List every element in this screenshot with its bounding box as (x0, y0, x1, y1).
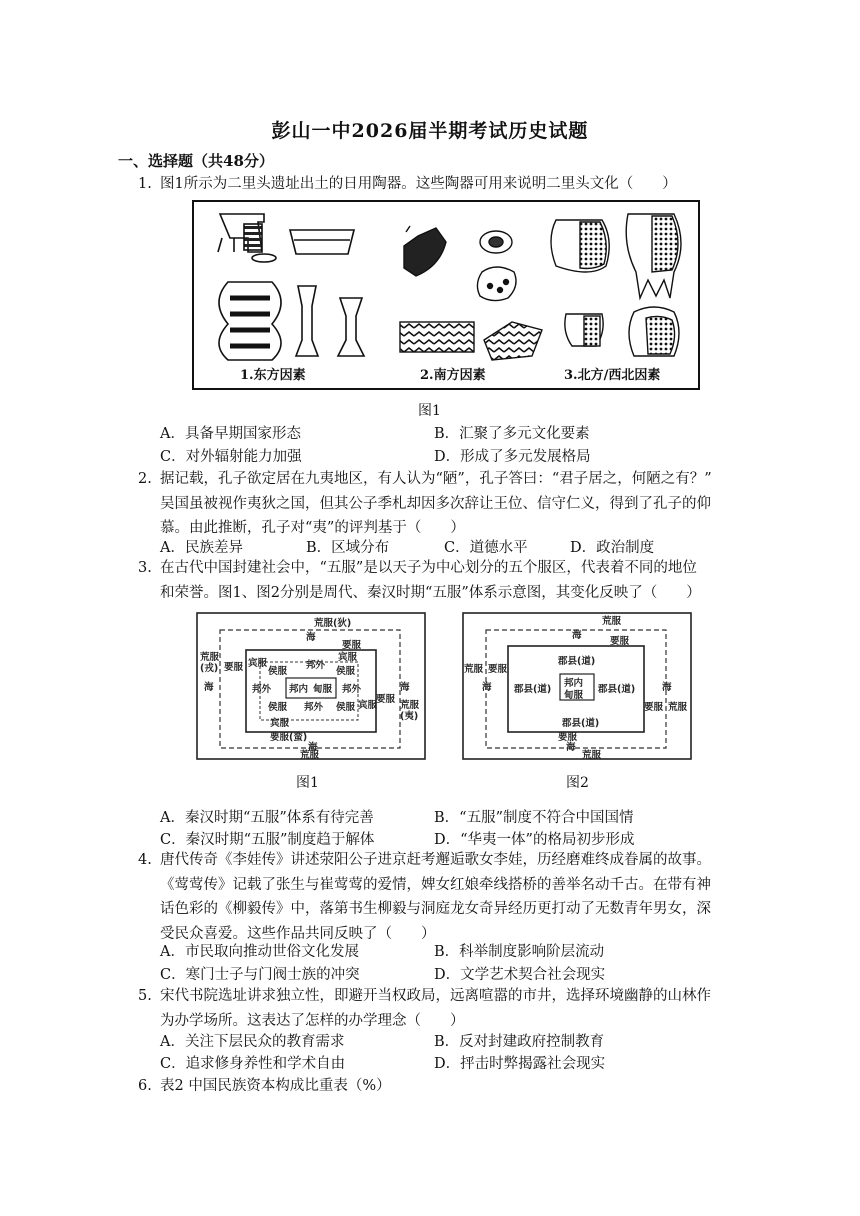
question-line: 话色彩的《柳毅传》中，落第书生柳毅与洞庭龙女奇异经历更打动了无数青年男女，深 (160, 901, 711, 917)
option-d[interactable]: D．政治制度 (570, 540, 655, 556)
option-d[interactable]: D．形成了多元发展格局 (434, 449, 591, 465)
question-line: 受民众喜爱。这些作品共同反映了（ ） (160, 925, 436, 942)
label-hai-bottom: 海 (566, 742, 576, 753)
option-a[interactable]: A．关注下层民众的教育需求 (160, 1034, 345, 1050)
label-yaofu-right: 要服 (376, 694, 396, 705)
option-c[interactable]: C．道德水平 (444, 540, 528, 556)
label-bangwai-left: 邦外 (252, 684, 272, 695)
label-hai-bottom: 海 (308, 742, 318, 753)
panel-label-east: 1.东方因素 (240, 368, 306, 383)
label-hai-left: 海 (482, 682, 492, 693)
label-huangfu-left: 荒服 (464, 664, 484, 675)
label-houfu-1: 侯服 (268, 666, 288, 677)
question-4 (138, 848, 736, 946)
option-b[interactable]: B．科举制度影响阶层流动 (434, 944, 605, 960)
figure-caption: 图1 (418, 403, 441, 419)
question-5 (138, 984, 736, 1033)
label-junxian-top: 郡县(道) (558, 656, 596, 667)
label-junxian-right: 郡县(道) (598, 684, 636, 695)
label-huangfu-bottom: 荒服 (300, 750, 320, 761)
question-2 (138, 467, 736, 541)
pottery-figure (192, 200, 700, 390)
label-houfu-2: 侯服 (336, 666, 356, 677)
label-hai-top: 海 (306, 632, 316, 643)
label-dianfu: 甸服 (313, 684, 333, 695)
question-line: 《莺莺传》记载了张生与崔莺莺的爱情，婢女红娘牵线搭桥的善举名动千古。在带有神 (160, 876, 711, 893)
question-line: 在古代中国封建社会中，“五服”是以天子为中心划分的五个服区，代表着不同的地位 (160, 560, 697, 576)
label-bangwai-2: 邦外 (304, 702, 324, 713)
question-line: 吴国虽被视作夷狄之国，但其公子季札却因多次辞让王位、信守仁义，得到了孔子的仰 (160, 495, 711, 512)
label-yaofu-top: 要服 (342, 640, 362, 651)
label-hai-right: 海 (662, 682, 672, 693)
panel-label-north: 3.北方/西北因素 (564, 368, 661, 383)
label-yaofu-bottom: 要服 (558, 732, 578, 743)
page-title: 彭山一中2026届半期考试历史试题 (271, 120, 589, 142)
label-hai-right: 海 (400, 682, 410, 693)
option-d[interactable]: D．“华夷一体”的格局初步形成 (434, 832, 635, 848)
label-huangfu-di: 荒服(狄) (314, 618, 352, 629)
label-yaofu-left: 要服 (488, 664, 508, 675)
question-line: 宋代书院选址讲求独立性，即避开当权政局，远离喧嚣的市井，选择环境幽静的山林作 (160, 988, 711, 1004)
option-c[interactable]: C．秦汉时期“五服”制度趋于解体 (160, 832, 375, 848)
question-line: 和荣誉。图1、图2分别是周代、秦汉时期“五服”体系示意图，其变化反映了（ ） (160, 584, 701, 601)
wufu-diagram-qinhan (462, 612, 694, 762)
question-number: 3. (138, 560, 152, 576)
option-c[interactable]: C．追求修身养性和学术自由 (160, 1056, 346, 1072)
section-title: 一、选择题（共48分） (118, 152, 274, 170)
question-stem: 图1所示为二里头遗址出土的日用陶器。这些陶器可用来说明二里头文化（ ） (160, 176, 677, 192)
question-3 (138, 556, 736, 605)
diagram-caption-2: 图2 (566, 775, 589, 791)
option-c[interactable]: C．寒门士子与门阀士族的冲突 (160, 967, 360, 983)
option-b[interactable]: B．区域分布 (306, 540, 390, 556)
label-hai-left: 海 (204, 682, 214, 693)
option-b[interactable]: B．汇聚了多元文化要素 (434, 426, 590, 442)
label-huangfu-yi: 荒服(夷) (400, 700, 420, 722)
label-bangwai-1: 邦外 (306, 660, 326, 671)
label-hai-top: 海 (572, 630, 582, 641)
east-pottery-group (218, 214, 364, 360)
question-number: 5. (138, 988, 152, 1004)
diagram-caption-1: 图1 (296, 775, 319, 791)
question-1 (138, 172, 736, 197)
label-huangfu-rong: 荒服(戎) (200, 652, 220, 674)
question-number: 1. (138, 176, 152, 192)
option-c[interactable]: C．对外辐射能力加强 (160, 449, 302, 465)
label-houfu-4: 侯服 (336, 702, 356, 713)
label-yaofu-right: 要服 (644, 702, 664, 713)
option-a[interactable]: A．秦汉时期“五服”体系有待完善 (160, 810, 374, 826)
question-number: 6. (138, 1078, 152, 1094)
label-huangfu-top: 荒服 (602, 616, 622, 627)
north-pottery-group (551, 214, 681, 356)
label-binfu-br: 宾服 (358, 700, 378, 711)
pottery-illustration (194, 202, 698, 388)
label-binfu-tl: 宾服 (248, 658, 268, 669)
label-dianfu: 甸服 (564, 690, 584, 701)
question-line: 为办学场所。这表达了怎样的办学理念（ ） (160, 1012, 465, 1029)
question-line: 据记载，孔子欲定居在九夷地区，有人认为“陋”，孔子答曰：“君子居之，何陋之有？” (160, 471, 712, 487)
wufu-diagram-zhou (196, 612, 428, 762)
question-stem: 表2 中国民族资本构成比重表（%） (160, 1078, 391, 1094)
label-bangnei: 邦内 (289, 684, 309, 695)
label-yaofu-man: 要服(蛮) (270, 732, 308, 743)
label-junxian-left: 郡县(道) (514, 684, 552, 695)
label-binfu-bottom: 宾服 (270, 718, 290, 729)
label-binfu-tr: 宾服 (338, 652, 358, 663)
label-yaofu-left: 要服 (224, 662, 244, 673)
question-number: 4. (138, 852, 152, 868)
question-6 (138, 1074, 736, 1099)
panel-label-south: 2.南方因素 (420, 368, 486, 383)
question-line: 慕。由此推断，孔子对“夷”的评判基于（ ） (160, 520, 465, 536)
option-b[interactable]: B．反对封建政府控制教育 (434, 1034, 605, 1050)
label-houfu-3: 侯服 (268, 702, 288, 713)
label-bangwai-right: 邦外 (342, 684, 362, 695)
label-bangnei: 邦内 (564, 678, 584, 689)
option-a[interactable]: A．民族差异 (160, 540, 243, 556)
option-d[interactable]: D．抨击时弊揭露社会现实 (434, 1056, 606, 1072)
south-pottery-group (400, 226, 542, 360)
label-huangfu-right: 荒服 (668, 702, 688, 713)
option-d[interactable]: D．文学艺术契合社会现实 (434, 967, 606, 983)
label-huangfu-bottom: 荒服 (582, 750, 602, 761)
question-line: 唐代传奇《李娃传》讲述荥阳公子进京赶考邂逅歌女李娃，历经磨难终成眷属的故事。 (160, 852, 711, 868)
label-yaofu-top: 要服 (610, 636, 630, 647)
option-a[interactable]: A．具备早期国家形态 (160, 426, 301, 442)
option-a[interactable]: A．市民取向推动世俗文化发展 (160, 944, 359, 960)
question-number: 2. (138, 471, 152, 487)
label-junxian-bottom: 郡县(道) (562, 718, 600, 729)
option-b[interactable]: B．“五服”制度不符合中国国情 (434, 810, 634, 826)
